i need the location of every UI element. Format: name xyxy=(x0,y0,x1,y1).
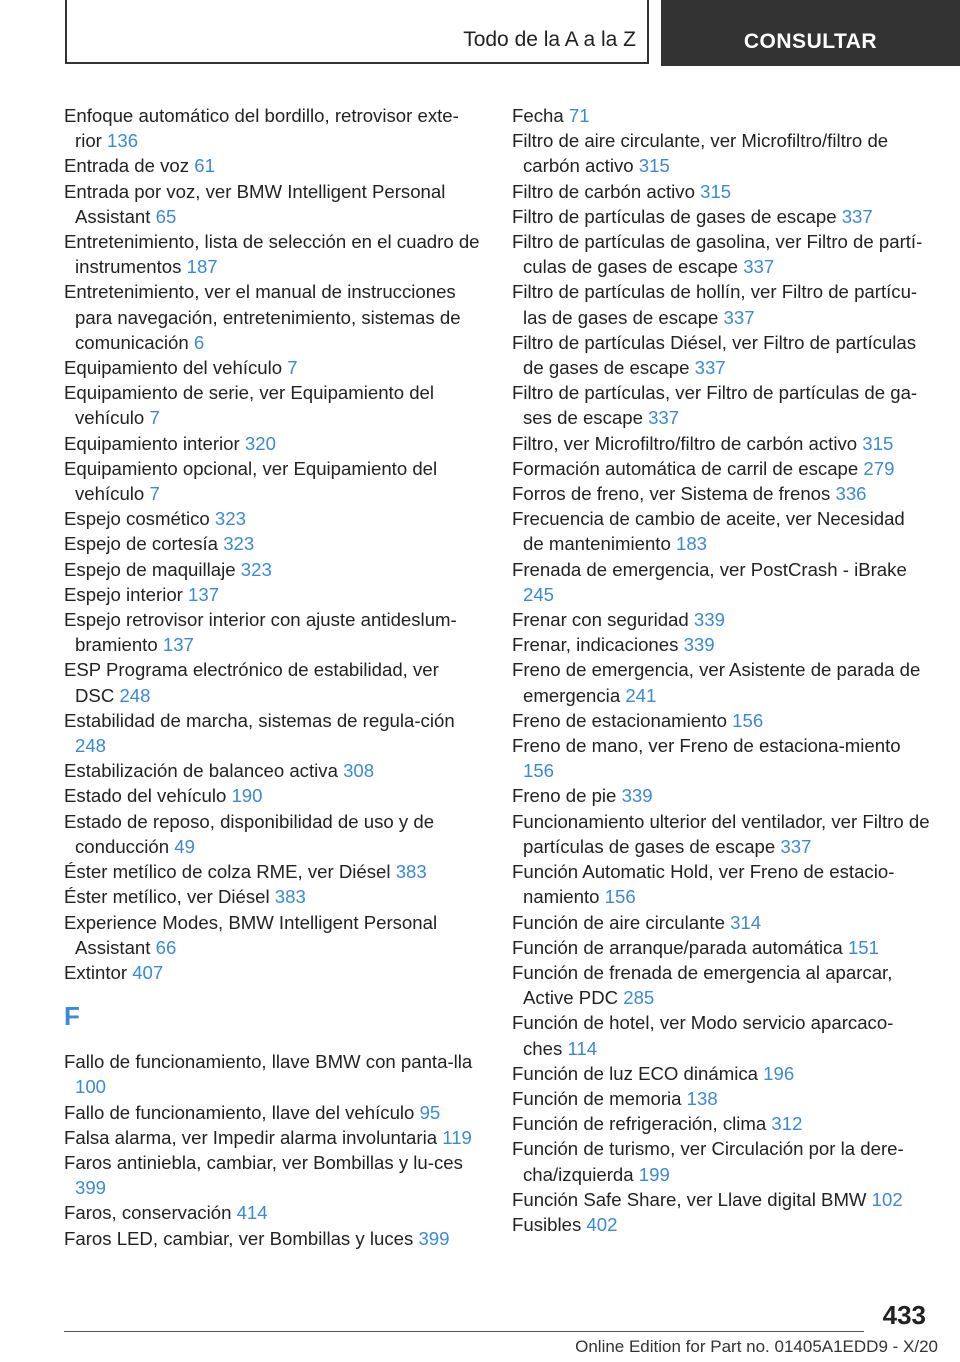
index-entry-text: Faros, conservación xyxy=(64,1202,232,1224)
page-reference-link[interactable]: 337 xyxy=(841,205,873,227)
index-entry-text: Fecha xyxy=(512,105,564,126)
index-entry xyxy=(64,1100,482,1125)
index-entry xyxy=(512,809,930,859)
index-entry xyxy=(512,1111,930,1136)
index-entry-text: Entretenimiento, ver el manual de instrucciones para navegación, entretenimiento, sistemas de comunicación xyxy=(64,281,461,353)
index-entry xyxy=(64,557,482,582)
index-entry-text: Equipamiento de serie, ver Equipamiento del vehículo xyxy=(64,382,435,429)
page-reference-link[interactable]: 323 xyxy=(240,558,272,580)
header-left-border xyxy=(65,0,67,64)
index-entry-text: Frenar, indicaciones xyxy=(512,634,679,656)
index-entry xyxy=(512,1187,930,1212)
index-entry-text: Espejo cosmético xyxy=(64,508,210,530)
page-reference-link[interactable]: 136 xyxy=(107,130,139,152)
index-entry-text: Filtro de aire circulante, ver Microfiltro/filtro de carbón activo xyxy=(512,130,889,177)
index-entry-text: Fallo de funcionamiento, llave BMW con panta-lla xyxy=(64,1051,473,1073)
index-entry xyxy=(512,380,930,430)
index-entry-text: Función Automatic Hold, ver Freno de estacio-namiento xyxy=(512,861,895,908)
page-reference-link[interactable]: 7 xyxy=(287,357,298,379)
index-entry-text: Formación automática de carril de escape xyxy=(512,457,859,479)
index-entry-text: Función de luz ECO dinámica xyxy=(512,1062,758,1084)
index-entry xyxy=(64,431,482,456)
index-entry xyxy=(64,531,482,556)
index-entry-text: Frecuencia de cambio de aceite, ver Necesidad de mantenimiento xyxy=(512,508,905,555)
index-entry xyxy=(64,960,482,985)
page-header xyxy=(0,0,960,66)
index-entry-text: Frenada de emergencia, ver PostCrash - iBrake xyxy=(512,558,907,580)
index-entry xyxy=(512,783,930,808)
index-entry xyxy=(512,506,930,556)
index-entry xyxy=(64,708,482,758)
index-entry-text: Enfoque automático del bordillo, retrovisor exte-rior xyxy=(64,105,459,152)
index-entry-text: Extintor xyxy=(64,961,128,983)
page-reference-link[interactable]: 314 xyxy=(730,911,762,933)
index-entry-text: Freno de mano, ver Freno de estaciona-miento xyxy=(512,735,901,757)
index-entry xyxy=(512,935,930,960)
page-reference-link[interactable]: 6 xyxy=(193,331,205,353)
index-entry xyxy=(512,1010,930,1060)
index-entry xyxy=(512,910,930,935)
page-reference-link[interactable]: 71 xyxy=(568,105,590,126)
page-reference-link[interactable]: 241 xyxy=(625,684,657,706)
index-entry xyxy=(64,355,482,380)
index-entry-text: Forros de freno, ver Sistema de frenos xyxy=(512,483,831,505)
page-reference-link[interactable]: 248 xyxy=(75,735,107,757)
index-entry xyxy=(512,1086,930,1111)
page-reference-link[interactable]: 156 xyxy=(523,760,555,782)
index-entry-text: Estabilidad de marcha, sistemas de regula-ción xyxy=(64,709,455,731)
index-entry-text: Espejo interior xyxy=(64,583,183,605)
page-reference-link[interactable]: 151 xyxy=(847,936,879,958)
page-reference-link[interactable]: 95 xyxy=(419,1101,441,1123)
header-bottom-border xyxy=(65,62,649,64)
index-entry-text: Filtro de carbón activo xyxy=(512,180,695,202)
index-entry xyxy=(64,859,482,884)
page-reference-link[interactable]: 308 xyxy=(343,760,375,782)
index-entry xyxy=(64,657,482,707)
footer-divider xyxy=(64,1331,864,1332)
index-entry xyxy=(512,179,930,204)
index-entry xyxy=(64,229,482,279)
index-entry-text: Espejo de cortesía xyxy=(64,533,219,555)
index-entry-text: Función de refrigeración, clima xyxy=(512,1113,767,1135)
index-entry xyxy=(64,809,482,859)
index-entry-text: Filtro de partículas Diésel, ver Filtro de partículas de gases de escape xyxy=(512,331,917,379)
index-entry xyxy=(512,960,930,1010)
page-reference-link[interactable]: 315 xyxy=(700,180,732,202)
footer-edition: Online Edition for Part no. 01405A1EDD9 - X/20 xyxy=(575,1337,938,1356)
page-reference-link[interactable]: 61 xyxy=(194,155,215,177)
index-entry-text: Fusibles xyxy=(512,1213,582,1235)
index-entry xyxy=(512,1212,930,1237)
page-reference-link[interactable]: 339 xyxy=(621,785,653,807)
page-reference-link[interactable]: 66 xyxy=(155,936,177,958)
page-reference-link[interactable]: 402 xyxy=(586,1213,618,1235)
page-reference-link[interactable]: 119 xyxy=(442,1126,472,1148)
index-entry xyxy=(512,708,930,733)
page-reference-link[interactable]: 114 xyxy=(567,1037,598,1059)
index-entry xyxy=(64,1150,482,1200)
page-reference-link[interactable]: 138 xyxy=(686,1087,718,1109)
index-entry xyxy=(64,1226,482,1251)
page-reference-link[interactable]: 323 xyxy=(214,508,246,530)
page-reference-link[interactable]: 187 xyxy=(186,256,218,278)
index-entry-text: Espejo de maquillaje xyxy=(64,558,236,580)
index-entry-text: Frenar con seguridad xyxy=(512,609,689,631)
index-entry xyxy=(64,910,482,960)
index-entry xyxy=(64,380,482,430)
index-entry-text: Funcionamiento ulterior del ventilador, ver Filtro de partículas de gases de escape xyxy=(512,810,930,857)
index-entry xyxy=(64,758,482,783)
page-reference-link[interactable]: 383 xyxy=(274,886,306,908)
page-number: 433 xyxy=(882,1300,926,1330)
index-entry-text: Equipamiento opcional, ver Equipamiento del vehículo xyxy=(64,457,438,505)
index-entry-text: Éster metílico, ver Diésel xyxy=(64,886,270,908)
index-entry xyxy=(512,431,930,456)
index-entry-text: Filtro de partículas de gasolina, ver Filtro de partí-culas de gases de escape xyxy=(512,231,923,278)
page-reference-link[interactable]: 323 xyxy=(223,533,255,555)
index-entry xyxy=(512,657,930,707)
index-entry-text: Estado de reposo, disponibilidad de uso y de conducción xyxy=(64,810,435,857)
page-reference-link[interactable]: 312 xyxy=(771,1113,803,1135)
page-reference-link[interactable]: 7 xyxy=(149,483,160,505)
index-entry xyxy=(512,330,930,380)
index-entry-text: Entretenimiento, lista de selección en el cuadro de instrumentos xyxy=(64,231,480,278)
index-entry xyxy=(512,456,930,481)
page-reference-link[interactable]: 279 xyxy=(863,457,895,479)
page-reference-link[interactable]: 315 xyxy=(862,432,894,454)
index-entry-text: Función de turismo, ver Circulación por la dere-cha/izquierda xyxy=(512,1138,904,1185)
index-entry xyxy=(512,128,930,178)
tab-consultar[interactable] xyxy=(661,0,960,66)
page-reference-link[interactable]: 248 xyxy=(119,684,151,706)
index-entry-text: Función de aire circulante xyxy=(512,911,725,933)
page-reference-link[interactable]: 337 xyxy=(648,407,680,429)
index-entry xyxy=(512,229,930,279)
index-entry-text: Equipamiento interior xyxy=(64,432,240,454)
index-entry-text: Función de hotel, ver Modo servicio aparcaco-ches xyxy=(512,1012,894,1059)
page-reference-link[interactable]: 102 xyxy=(871,1188,903,1210)
page-reference-link[interactable]: 137 xyxy=(162,634,194,656)
index-entry xyxy=(512,859,930,909)
index-entry xyxy=(64,179,482,229)
index-entry-text: Faros antiniebla, cambiar, ver Bombillas y lu-ces xyxy=(64,1151,463,1173)
page-reference-link[interactable]: 7 xyxy=(149,407,160,429)
page-reference-link[interactable]: 100 xyxy=(75,1076,107,1098)
index-entry-text: Función Safe Share, ver Llave digital BMW xyxy=(512,1188,867,1210)
index-entry xyxy=(512,1061,930,1086)
page-reference-link[interactable]: 337 xyxy=(780,835,812,857)
page-reference-link[interactable]: 337 xyxy=(743,256,775,278)
index-entry-text: Equipamiento del vehículo xyxy=(64,357,283,379)
index-entry xyxy=(512,103,930,128)
page-reference-link[interactable]: 337 xyxy=(694,357,726,379)
page-reference-link[interactable]: 183 xyxy=(675,533,708,555)
index-entry xyxy=(512,733,930,783)
page-reference-link[interactable]: 196 xyxy=(763,1062,795,1084)
index-entry-text: Función de arranque/parada automática xyxy=(512,936,843,958)
index-entry-text: ESP Programa electrónico de estabilidad, ver DSC xyxy=(64,659,439,706)
index-entry xyxy=(64,456,482,506)
page-reference-link[interactable]: 137 xyxy=(188,583,220,605)
index-entry xyxy=(64,783,482,808)
index-entry xyxy=(64,582,482,607)
index-entry xyxy=(512,279,930,329)
index-entry-text: Entrada por voz, ver BMW Intelligent Personal Assistant xyxy=(64,180,446,227)
index-entry xyxy=(64,1200,482,1225)
index-entry-text: Espejo retrovisor interior con ajuste antideslum-bramiento xyxy=(64,609,457,656)
index-entry-text: Estabilización de balanceo activa xyxy=(64,760,338,782)
index-section-letter: F xyxy=(64,1001,80,1032)
tab-consultar-label: CONSULTAR xyxy=(743,30,878,53)
index-entry-text: Función de memoria xyxy=(512,1087,682,1109)
index-entry xyxy=(512,632,930,657)
index-entry xyxy=(512,481,930,506)
index-entry-text: Filtro de partículas de hollín, ver Filtro de partícu-las de gases de escape xyxy=(512,281,918,328)
index-entry-text: Fallo de funcionamiento, llave del vehículo xyxy=(64,1101,415,1123)
index-entry-text: Falsa alarma, ver Impedir alarma involuntaria xyxy=(64,1126,438,1148)
page-reference-link[interactable]: 399 xyxy=(418,1227,450,1249)
index-column-left xyxy=(64,103,482,1251)
page-reference-link[interactable]: 156 xyxy=(732,709,764,731)
index-entry xyxy=(64,153,482,178)
index-entry xyxy=(512,1136,930,1186)
index-entry xyxy=(64,103,482,153)
index-entry xyxy=(64,1049,482,1099)
index-entry-text: Función de frenada de emergencia al aparcar, Active PDC xyxy=(512,961,893,1009)
index-entry-text: Filtro, ver Microfiltro/filtro de carbón activo xyxy=(512,432,858,454)
index-entry-text: Faros LED, cambiar, ver Bombillas y luces xyxy=(64,1227,414,1249)
page-reference-link[interactable]: 414 xyxy=(236,1202,268,1224)
page-reference-link[interactable]: 199 xyxy=(638,1163,670,1185)
index-entry-text: Entrada de voz xyxy=(64,155,190,177)
index-entry-text: Freno de emergencia, ver Asistente de parada de emergencia xyxy=(512,659,921,706)
page-reference-link[interactable]: 320 xyxy=(244,432,276,454)
tab-todo-de-la-a-a-la-z[interactable]: Todo de la A a la Z xyxy=(463,28,636,51)
index-entry-text: Éster metílico de colza RME, ver Diésel xyxy=(64,861,391,883)
page-reference-link[interactable]: 407 xyxy=(132,961,164,983)
header-divider xyxy=(647,0,649,64)
index-entry xyxy=(512,607,930,632)
index-entry xyxy=(64,607,482,657)
index-entry xyxy=(64,884,482,909)
page-reference-link[interactable]: 383 xyxy=(395,861,427,883)
index-entry-text: Freno de estacionamiento xyxy=(512,709,727,731)
index-entry-text: Filtro de partículas de gases de escape xyxy=(512,205,837,227)
page-reference-link[interactable]: 285 xyxy=(623,987,655,1009)
page-reference-link[interactable]: 315 xyxy=(638,155,670,177)
index-entry-text: Estado del vehículo xyxy=(64,785,227,807)
index-entry-text: Freno de pie xyxy=(512,785,617,807)
index-entry-text: Experience Modes, BMW Intelligent Personal Assistant xyxy=(64,911,438,958)
page-reference-link[interactable]: 65 xyxy=(155,205,177,227)
page-reference-link[interactable]: 245 xyxy=(523,583,555,605)
page-reference-link[interactable]: 337 xyxy=(723,306,755,328)
index-entry xyxy=(512,204,930,229)
page-reference-link[interactable]: 339 xyxy=(693,609,725,631)
index-entry xyxy=(512,557,930,607)
page-reference-link[interactable]: 156 xyxy=(604,886,636,908)
index-column-right xyxy=(512,103,930,1237)
index-entry xyxy=(64,506,482,531)
index-entry xyxy=(64,279,482,355)
page-reference-link[interactable]: 190 xyxy=(231,785,263,807)
page-reference-link[interactable]: 336 xyxy=(835,483,867,505)
page-reference-link[interactable]: 399 xyxy=(75,1177,107,1199)
page-reference-link[interactable]: 339 xyxy=(683,634,715,656)
page-reference-link[interactable]: 49 xyxy=(174,835,195,857)
index-entry xyxy=(64,1125,482,1150)
index-entry-text: Filtro de partículas, ver Filtro de partículas de ga-ses de escape xyxy=(512,382,918,429)
